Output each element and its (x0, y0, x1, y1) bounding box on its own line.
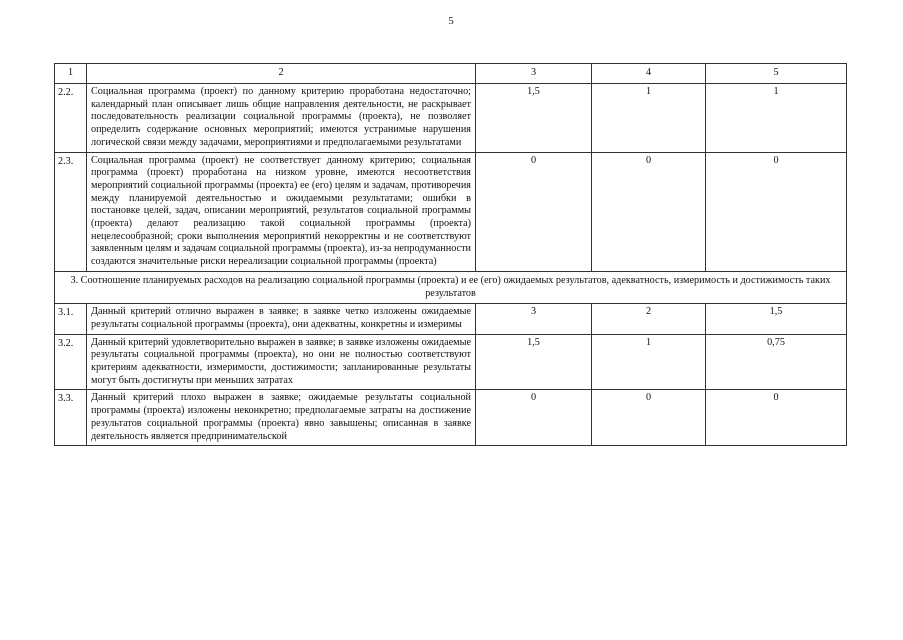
row-score-col3: 1,5 (476, 334, 592, 390)
row-score-col3: 0 (476, 152, 592, 271)
row-score-col3: 1,5 (476, 84, 592, 153)
row-score-col4: 1 (592, 84, 706, 153)
table-row-2-2 (55, 84, 847, 153)
table-row-3-3 (55, 390, 847, 446)
header-cell-2: 2 (87, 64, 476, 84)
row-score-col5: 1,5 (706, 304, 847, 334)
table-row-3-1 (55, 304, 847, 334)
table-header-row (55, 64, 847, 84)
row-number: 3.2. (55, 334, 87, 390)
row-description: Данный критерий удовлетворительно выражен в заявке; в заявке изложены ожидаемые результаты социальной программы (проекта), но они не полностью соответствуют критериям адекватности, измеримости, достижимости; запланированные результаты могут быть достигнуты при меньших затратах (87, 334, 476, 390)
row-number: 2.3. (55, 152, 87, 271)
row-score-col3: 0 (476, 390, 592, 446)
criteria-table (54, 63, 847, 446)
row-number: 3.1. (55, 304, 87, 334)
row-score-col5: 0 (706, 390, 847, 446)
page-number: 5 (448, 15, 454, 27)
row-score-col5: 0 (706, 152, 847, 271)
row-score-col5: 0,75 (706, 334, 847, 390)
table-row-3-2 (55, 334, 847, 390)
row-score-col3: 3 (476, 304, 592, 334)
row-number: 2.2. (55, 84, 87, 153)
header-cell-3: 3 (476, 64, 592, 84)
row-score-col4: 0 (592, 390, 706, 446)
header-cell-5: 5 (706, 64, 847, 84)
row-description: Данный критерий плохо выражен в заявке; ожидаемые результаты социальной программы (проекта) изложены неконкретно; предполагаемые затраты на достижение результатов социальной программы (проекта) явно завышены; описанная в заявке деятельность является предпринимательской (87, 390, 476, 446)
row-number: 3.3. (55, 390, 87, 446)
row-score-col5: 1 (706, 84, 847, 153)
row-description: Данный критерий отлично выражен в заявке; в заявке четко изложены ожидаемые результаты социальной программы (проекта), они адекватны, конкретны и измеримы (87, 304, 476, 334)
section-heading: 3. Соотношение планируемых расходов на реализацию социальной программы (проекта) и ее (его) ожидаемых результатов, адекватность, измеримость и достижимость таких результатов (55, 271, 847, 303)
row-score-col4: 1 (592, 334, 706, 390)
row-score-col4: 0 (592, 152, 706, 271)
row-description: Социальная программа (проект) по данному критерию проработана недостаточно; календарный план описывает лишь общие направления деятельности, не раскрывает последовательность реализации социальной программы (проекта), не позволяет определить содержание основных мероприятий; имеются устранимые нарушения логической связи между задачами, мероприятиями и предполагаемыми результатами (87, 84, 476, 153)
table-row-2-3 (55, 152, 847, 271)
row-description: Социальная программа (проект) не соответствует данному критерию; социальная программа (проект) проработана на низком уровне, имеются несоответствия мероприятий социальной программы (проекта) ее (его) целям и задачам, противоречия между планируемой деятельностью и ожидаемыми результатами; ошибки в постановке целей, задач, описании мероприятий, результатов социальной программы (проекта) делают реализацию такой социальной программы (проекта) нецелесообразной; сроки выполнения мероприятий некорректны и не соответствуют заявленным целям и задачам социальной программы (проекта), из-за непродуманности создаются значительные риски нереализации социальной программы (проекта) (87, 152, 476, 271)
header-cell-1: 1 (55, 64, 87, 84)
header-cell-4: 4 (592, 64, 706, 84)
row-score-col4: 2 (592, 304, 706, 334)
section-3-heading-row (55, 271, 847, 303)
